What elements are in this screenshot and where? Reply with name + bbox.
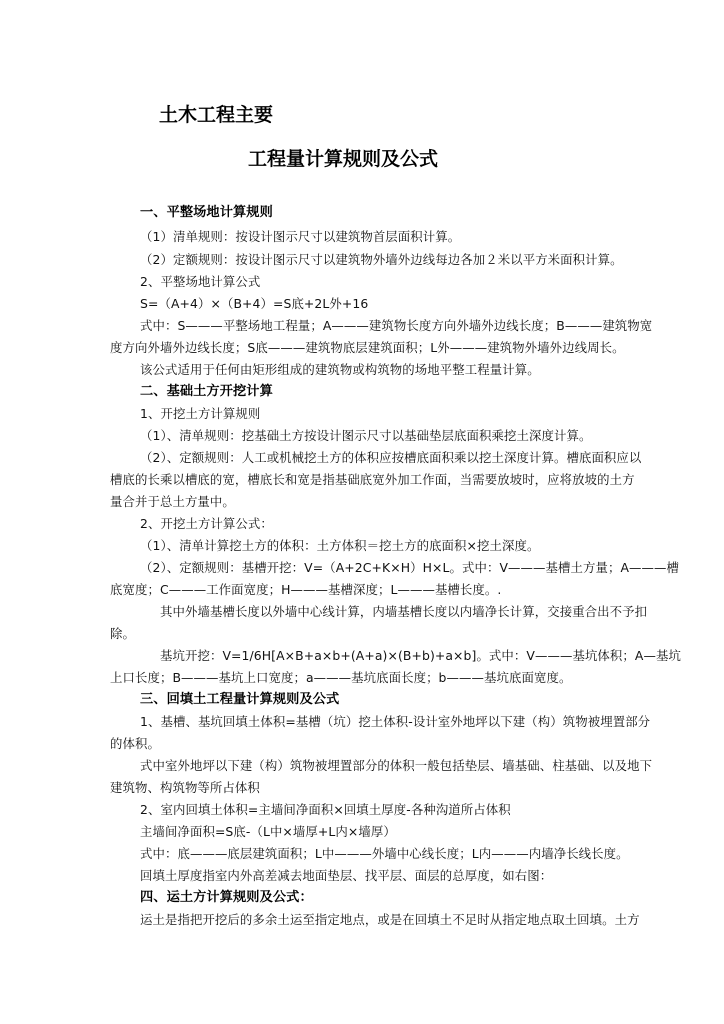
paragraph-line: 的体积。: [110, 736, 160, 751]
paragraph-line: 上口长度；B———基坑上口宽度；a———基坑底面长度；b———基坑底面宽度。: [110, 670, 572, 685]
title-line-1: 土木工程主要: [159, 104, 274, 126]
paragraph-line: 1、开挖土方计算规则: [140, 406, 261, 421]
paragraph-line: 2、开挖土方计算公式：: [140, 516, 273, 531]
section-2-heading: 二、基础土方开挖计算: [140, 384, 273, 399]
paragraph-line: （2）、定额规则：人工或机械挖土方的体积应按槽底面积乘以挖土深度计算。槽底面积应以: [140, 450, 642, 465]
paragraph-line: 槽底的长乘以槽底的宽，槽底长和宽是指基础底宽外加工作面，当需要放坡时，应将放坡的土方: [110, 472, 635, 487]
paragraph-line: 式中：底———底层建筑面积；L中———外墙中心线长度；L内———内墙净长线长度。: [140, 846, 629, 861]
paragraph-line: 其中外墙基槽长度以外墙中心线计算，内墙基槽长度以内墙净长计算，交接重合出不予扣: [160, 604, 648, 619]
formula-line: 基坑开挖：V=1/6H[A×B+a×b+(A+a)×(B+b)+a×b]。式中：V———基坑体积；A—基坑: [160, 648, 681, 663]
paragraph-line: 底宽度；C———工作面宽度；H———基槽深度；L———基槽长度。.: [110, 582, 502, 597]
paragraph-line: （1）、清单规则：挖基础土方按设计图示尺寸以基础垫层底面积乘挖土深度计算。: [140, 428, 592, 443]
formula-line: S=（A+4）×（B+4）=S底+2L外+16: [140, 296, 369, 311]
paragraph-line: 式中室外地坪以下建（构）筑物被埋置部分的体积一般包括垫层、墙基础、柱基础、以及地下: [140, 758, 653, 773]
paragraph-line: 量合并于总土方量中。: [110, 494, 235, 509]
paragraph-line: （2）定额规则：按设计图示尺寸以建筑物外墙外边线每边各加２米以平方米面积计算。: [140, 252, 623, 267]
paragraph-line: （1）、清单计算挖土方的体积：土方体积＝挖土方的底面积×挖土深度。: [140, 538, 540, 553]
paragraph-line: （1）清单规则：按设计图示尺寸以建筑物首层面积计算。: [140, 229, 461, 244]
paragraph-line: 1、基槽、基坑回填土体积=基槽（坑）挖土体积-设计室外地坪以下建（构）筑物被埋置部分: [140, 714, 651, 729]
paragraph-line: 度方向外墙外边线长度；S底———建筑物底层建筑面积；L外———建筑物外墙外边线周长。: [110, 340, 625, 355]
title-line-2: 工程量计算规则及公式: [248, 148, 439, 170]
paragraph-line: 运土是指把开挖后的多余土运至指定地点，或是在回填土不足时从指定地点取土回填。土方: [140, 912, 640, 927]
formula-line: （2）、定额规则：基槽开挖：V=（A+2C+K×H）H×L。式中：V———基槽土方量；A———槽: [140, 560, 679, 575]
formula-line: 主墙间净面积=S底-（L中×墙厚+L内×墙厚）: [140, 824, 396, 839]
section-4-heading: 四、运土方计算规则及公式：: [140, 890, 313, 905]
section-1-heading: 一、平整场地计算规则: [140, 205, 273, 220]
paragraph-line: 除。: [110, 626, 135, 641]
section-3-heading: 三、回填土工程量计算规则及公式: [140, 692, 340, 707]
paragraph-line: 式中：S———平整场地工程量；A———建筑物长度方向外墙外边线长度；B———建筑物宽: [140, 318, 653, 333]
paragraph-line: 该公式适用于任何由矩形组成的建筑物或构筑物的场地平整工程量计算。: [140, 362, 540, 377]
paragraph-line: 2、平整场地计算公式: [140, 274, 261, 289]
paragraph-line: 建筑物、构筑物等所占体积: [110, 780, 260, 795]
formula-line: 2、室内回填土体积=主墙间净面积×回填土厚度-各种沟道所占体积: [140, 802, 511, 817]
paragraph-line: 回填土厚度指室内外高差减去地面垫层、找平层、面层的总厚度，如右图：: [140, 868, 553, 883]
